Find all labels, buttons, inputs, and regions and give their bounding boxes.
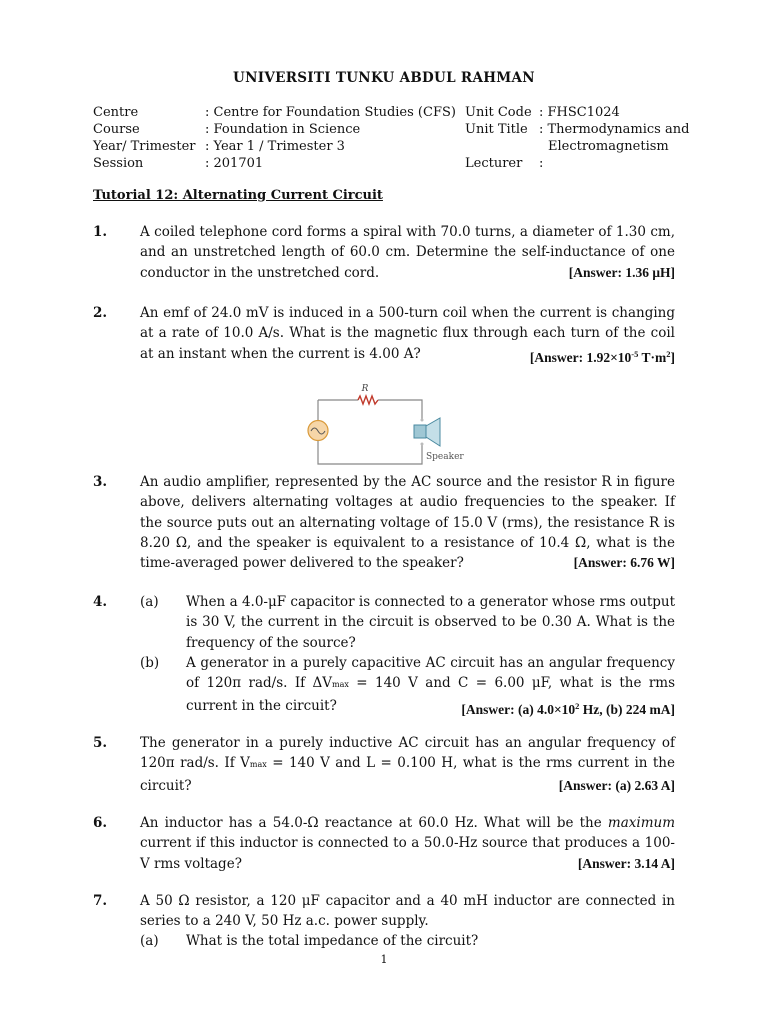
speaker-label: Speaker — [426, 452, 464, 462]
resistor-label: R — [361, 384, 369, 394]
header-label-centre: Centre — [93, 105, 139, 120]
question-number: 1. — [93, 224, 108, 240]
header-value-unit-title-cont: Electromagnetism — [548, 139, 669, 154]
question-5-text: The generator in a purely inductive AC circuit has an angular frequency of 120π rad/s. If Vmax = 140 V and L = 0.100 H, what is the rms current in the circuit? [Answer: (a) 2.63 A] — [140, 733, 675, 796]
header-label-unit-code: Unit Code — [465, 105, 532, 120]
question-text: An audio amplifier, represented by the AC source and the resistor R in figure above, delivers alternating voltages at audio frequencies to the speaker. If the source puts out an alternating voltage of 15.0 V (rms), the resistance R is 8.20 Ω, and the speaker is equivalent to a resistance of 10.4 Ω, what is the time-averaged power delivered to the speaker? — [140, 474, 675, 572]
answer: [Answer: (a) 2.63 A] — [558, 777, 675, 793]
question-7a-text: What is the total impedance of the circuit? — [186, 933, 479, 949]
header-value-lecturer: : — [539, 156, 544, 171]
question-text: A coiled telephone cord forms a spiral with 70.0 turns, a diameter of 1.30 cm, and an unstretched length of 60.0 cm. Determine the self-inductance of one conductor in the unstretched cord. — [140, 224, 675, 281]
part-label: (b) — [140, 655, 160, 671]
question-number: 3. — [93, 474, 108, 490]
answer: [Answer: 1.36 μH] — [568, 264, 675, 280]
header-value-unit-code: : FHSC1024 — [539, 105, 620, 120]
question-2-text — [140, 303, 675, 368]
header-value-centre: : Centre for Foundation Studies (CFS) — [205, 105, 456, 120]
question-text: An emf of 24.0 mV is induced in a 500-turn coil when the current is changing at a rate of 10.0 A/s. What is the magnetic flux through each turn of the coil at an instant when the current is 4.00 A? — [140, 305, 675, 362]
part-label: (a) — [140, 933, 159, 949]
question-number: 4. — [93, 594, 108, 610]
header-value-year: : Year 1 / Trimester 3 — [205, 139, 345, 154]
header-value-session: : 201701 — [205, 156, 264, 171]
header-value-unit-title: : Thermodynamics and — [539, 122, 690, 137]
header-label-lecturer: Lecturer — [465, 156, 523, 171]
question-4b-text: A generator in a purely capacitive AC circuit has an angular frequency of 120π rad/s. If ΔVmax = 140 V and C = 6.00 μF, what is the rms current in the circuit? [Answer: (a) $4.0\times 10^2$ Hz, (b) 224 mA] — [186, 653, 675, 720]
speaker-icon — [414, 425, 426, 438]
question-4a-text: When a 4.0-μF capacitor is connected to a generator whose rms output is 30 V, the current in the circuit is observed to be 0.30 A. What is the frequency of the source? — [186, 594, 675, 651]
question-number: 5. — [93, 735, 108, 751]
answer: [Answer: 3.14 A] — [577, 855, 675, 871]
question-3-text — [140, 472, 675, 573]
answer: [Answer: 6.76 W] — [573, 555, 675, 571]
answer: [Answer: $1.92\times 10^{-5}$ $T\cdot m^2$] — [529, 348, 675, 365]
question-number: 2. — [93, 305, 108, 321]
question-7-text: A 50 Ω resistor, a 120 μF capacitor and a 40 mH inductor are connected in series to a 240 V, 50 Hz a.c. power supply. — [140, 893, 675, 930]
question-6-text: An inductor has a 54.0-Ω reactance at 60.0 Hz. What will be the maximum current if this inductor is connected to a 50.0-Hz source that produces a 100-V rms voltage? [Answer: 3.14 A] — [140, 813, 675, 874]
university-name: UNIVERSITI TUNKU ABDUL RAHMAN — [233, 70, 535, 86]
question-1-text — [140, 222, 675, 283]
resistor — [358, 396, 378, 404]
question-number: 6. — [93, 815, 108, 831]
header-label-unit-title: Unit Title — [465, 122, 528, 137]
part-label: (a) — [140, 594, 159, 610]
question-number: 7. — [93, 893, 108, 909]
header-label-year: Year/ Trimester — [93, 139, 196, 154]
answer: [Answer: (a) $4.0\times 10^2$ Hz, (b) 224 mA] — [461, 700, 675, 717]
tutorial-title: Tutorial 12: Alternating Current Circuit — [93, 188, 383, 203]
header-label-course: Course — [93, 122, 140, 137]
page-number: 1 — [380, 953, 388, 966]
circuit-figure — [300, 380, 480, 468]
header-value-course: : Foundation in Science — [205, 122, 361, 137]
header-label-session: Session — [93, 156, 144, 171]
